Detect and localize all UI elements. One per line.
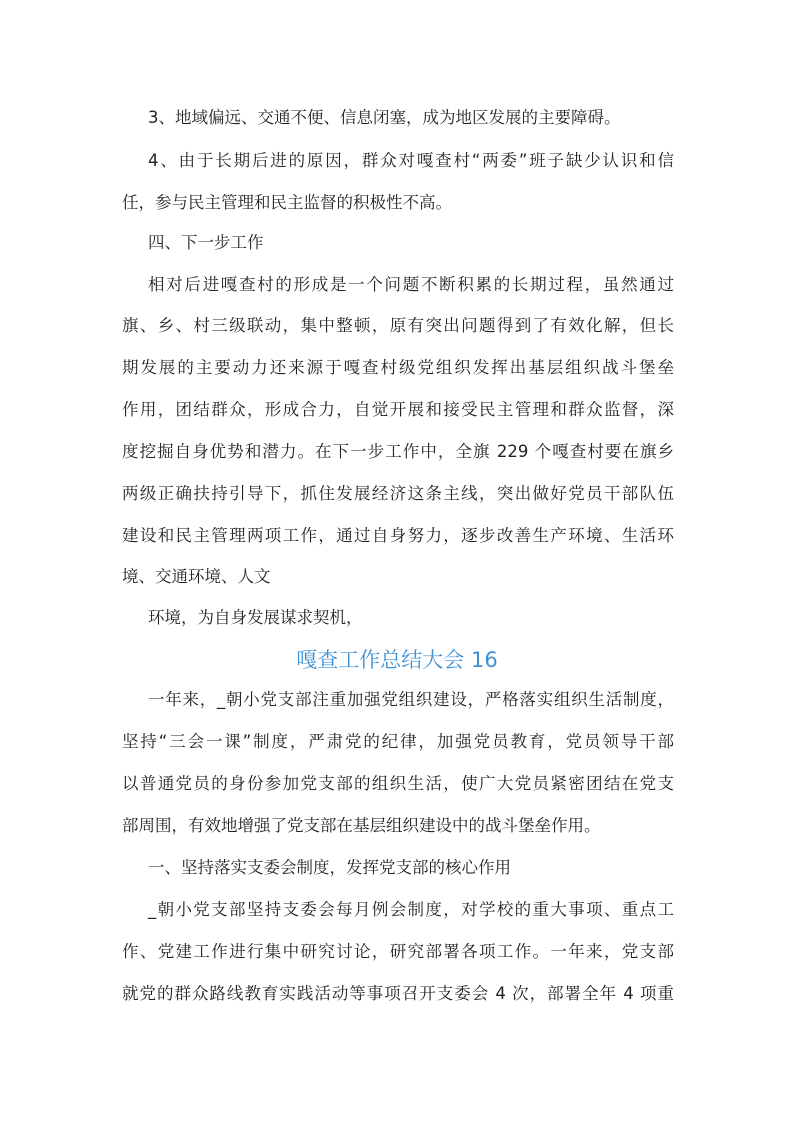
paragraph-line: 4、由于长期后进的原因，群众对嘎查村“两委”班子缺少认识和信 [148, 151, 674, 170]
paragraph-line: 度挖掘自身优势和潜力。在下一步工作中，全旗 229 个嘎查村要在旗乡 [122, 442, 674, 461]
paragraph-line: 就党的群众路线教育实践活动等事项召开支委会 4 次，部署全年 4 项重 [122, 984, 674, 1003]
paragraph-line: 作、党建工作进行集中研究讨论，研究部署各项工作。一年来，党支部 [122, 942, 674, 961]
paragraph-line: 坚持“三会一课”制度，严肃党的纪律，加强党员教育，党员领导干部 [122, 732, 674, 751]
paragraph-line: 以普通党员的身份参加党支部的组织生活，使广大党员紧密团结在党支 [122, 774, 674, 793]
paragraph-line: 作用，团结群众，形成合力，自觉开展和接受民主管理和群众监督，深 [122, 400, 674, 419]
paragraph-line: 旗、乡、村三级联动，集中整顿，原有突出问题得到了有效化解，但长 [122, 316, 674, 335]
paragraph-line: 任，参与民主管理和民主监督的积极性不高。 [122, 193, 452, 212]
paragraph-line: 期发展的主要动力还来源于嘎查村级党组织发挥出基层组织战斗堡垒 [122, 358, 674, 377]
paragraph-line: 相对后进嘎查村的形成是一个问题不断积累的长期过程，虽然通过 [148, 275, 674, 294]
paragraph-line: 建设和民主管理两项工作，通过自身努力，逐步改善生产环境、生活环 [122, 526, 674, 545]
section-heading-committee: 一、坚持落实支委会制度，发挥党支部的核心作用 [148, 858, 511, 877]
paragraph-line: 一年来，_朝小党支部注重加强党组织建设，严格落实组织生活制度， [148, 690, 674, 709]
paragraph-line: 3、地域偏远、交通不便、信息闭塞，成为地区发展的主要障碍。 [148, 108, 621, 127]
paragraph-line: 部周围，有效地增强了党支部在基层组织建设中的战斗堡垒作用。 [122, 816, 601, 835]
paragraph-line: _朝小党支部坚持支委会每月例会制度，对学校的重大事项、重点工 [148, 900, 674, 919]
paragraph-line: 两级正确扶持引导下，抓住发展经济这条主线，突出做好党员干部队伍 [122, 484, 674, 503]
document-title: 嘎查工作总结大会 16 [296, 648, 498, 672]
paragraph-line: 境、交通环境、人文 [122, 567, 271, 586]
section-heading-next-steps: 四、下一步工作 [148, 233, 264, 252]
paragraph-line: 环境，为自身发展谋求契机， [148, 608, 363, 627]
